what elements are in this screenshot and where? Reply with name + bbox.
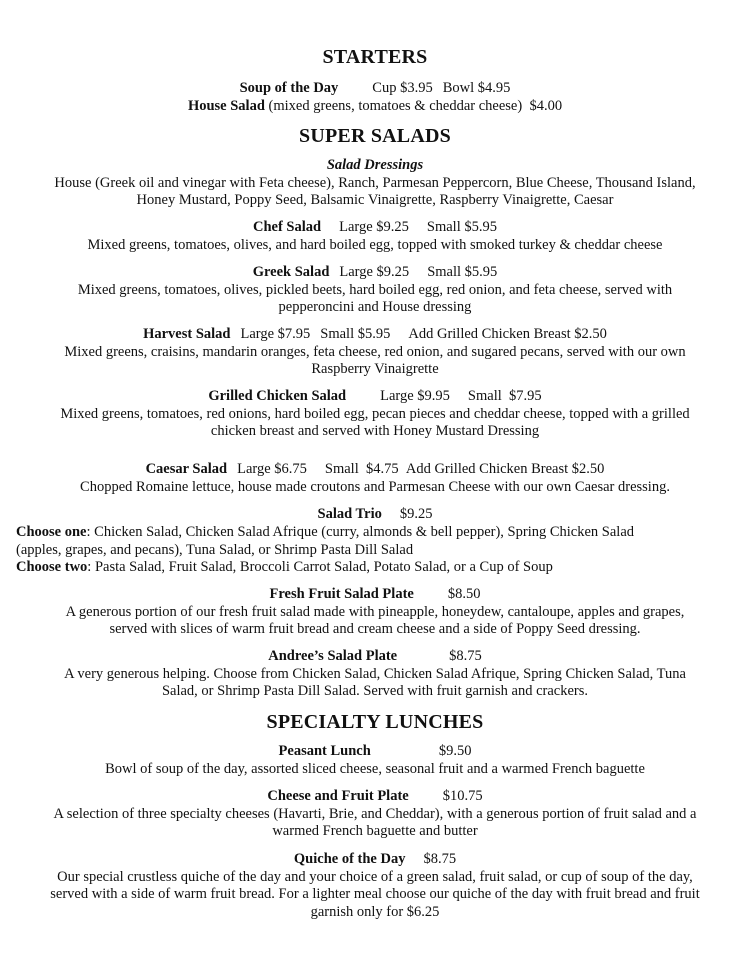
item-description: Mixed greens, craisins, mandarin oranges, feta cheese, red onion, and sugared pecans, served with our own <box>64 343 686 360</box>
soup-of-the-day-item <box>0 80 750 98</box>
item-description: Our special crustless quiche of the day and your choice of a green salad, fruit salad, or cup of soup of the day, <box>57 868 693 885</box>
choose-one-line: (apples, grapes, and pecans), Tuna Salad, or Shrimp Pasta Dill Salad <box>16 541 414 558</box>
item-description: garnish only for $6.25 <box>310 903 440 920</box>
item-price: Large $9.25 <box>339 264 410 280</box>
section-title-super-salads: SUPER SALADS <box>299 125 451 147</box>
item-price: Small $5.95 <box>320 326 391 342</box>
item-description: A very generous helping. Choose from Chicken Salad, Chicken Salad Afrique, Spring Chicken Salad, Tuna <box>64 665 686 682</box>
item-name: Greek Salad <box>252 264 330 280</box>
item-price: Large $6.75 <box>237 461 307 477</box>
item-price-label: Small <box>467 388 502 404</box>
item-price: Small $5.95 <box>427 264 498 280</box>
item-description: served with a side of warm fruit bread. For a lighter meal choose our quiche of the day with fruit bread and fruit <box>50 886 700 902</box>
item-description: pepperoncini and House dressing <box>278 299 472 315</box>
item-price: $9.50 <box>438 743 472 759</box>
item-description: warmed French baguette and butter <box>272 823 478 839</box>
item-price: $8.75 <box>423 851 457 867</box>
item-price-label: Small <box>324 461 359 477</box>
section-title-specialty-lunches: SPECIALTY LUNCHES <box>266 711 484 733</box>
dressings-title: Salad Dressings <box>326 157 424 173</box>
item-price: $9.25 <box>399 506 433 522</box>
item-description: Mixed greens, tomatoes, olives, pickled beets, hard boiled egg, red onion, and feta cheese, served with <box>77 281 673 298</box>
item-price: Large $7.95 <box>240 326 311 342</box>
item-description: Raspberry Vinaigrette <box>311 361 439 377</box>
item-description: (mixed greens, tomatoes & cheddar cheese) <box>268 97 523 114</box>
item-name: Salad Trio <box>317 506 382 522</box>
section-title-starters: STARTERS <box>322 46 428 68</box>
cheese-and-fruit-plate-item <box>0 788 750 841</box>
item-addon: Add Grilled Chicken Breast $2.50 <box>405 461 605 477</box>
house-salad-item <box>0 98 750 116</box>
item-price: $8.75 <box>449 648 482 664</box>
item-description: served with slices of warm fruit bread and cream cheese and a side of Poppy Seed dressing. <box>109 621 641 637</box>
choose-two-label: Choose two <box>16 559 88 575</box>
greek-salad-item <box>0 264 750 317</box>
item-description: Salad, or Shrimp Pasta Dill Salad. Served with fruit garnish and crackers. <box>161 683 589 699</box>
salad-trio-heading <box>0 506 750 524</box>
choose-two-line: Choose two: Pasta Salad, Fruit Salad, Broccoli Carrot Salad, Potato Salad, or a Cup of Soup <box>16 559 553 575</box>
choose-one-line: Choose one: Chicken Salad, Chicken Salad Afrique (curry, almonds & bell pepper), Spring Chicken Salad <box>16 524 635 540</box>
item-price: $4.75 <box>365 461 399 477</box>
item-price: $7.95 <box>509 388 542 404</box>
item-price: $4.00 <box>529 97 563 114</box>
item-name: House Salad <box>187 97 265 114</box>
specialty-lunches-section <box>0 710 750 734</box>
item-name: Soup of the Day <box>239 80 339 96</box>
item-price: Large $9.25 <box>339 219 409 235</box>
starters-items <box>0 80 750 115</box>
item-name: Peasant Lunch <box>278 743 371 759</box>
item-price: Cup $3.95 <box>372 80 433 96</box>
item-description: Mixed greens, tomatoes, olives, and hard boiled egg, topped with smoked turkey & cheddar cheese <box>87 236 663 253</box>
item-name: Quiche of the Day <box>293 851 406 867</box>
item-addon: Add Grilled Chicken Breast $2.50 <box>408 326 607 342</box>
item-name: Harvest Salad <box>143 326 231 342</box>
item-price: $8.50 <box>447 586 481 602</box>
item-description: Bowl of soup of the day, assorted sliced cheese, seasonal fruit and a warmed French baguette <box>105 760 645 777</box>
chef-salad-item <box>0 219 750 254</box>
item-name: Andree’s Salad Plate <box>268 648 398 664</box>
salad-dressings <box>0 157 750 210</box>
grilled-chicken-salad-item <box>0 388 750 441</box>
item-price: Small $5.95 <box>426 219 497 235</box>
choose-one-label: Choose one <box>16 524 87 540</box>
super-salads-section <box>0 124 750 148</box>
item-price: Bowl $4.95 <box>442 80 511 96</box>
item-description: Mixed greens, tomatoes, red onions, hard boiled egg, pecan pieces and cheddar cheese, topped with a grilled <box>60 405 690 422</box>
dressings-list: House (Greek oil and vinegar with Feta cheese), Ranch, Parmesan Peppercorn, Blue Cheese, Thousand Island, <box>54 174 696 191</box>
item-name: Grilled Chicken Salad <box>208 388 347 404</box>
item-name: Caesar Salad <box>145 461 228 477</box>
andrees-salad-plate-item <box>0 648 750 701</box>
harvest-salad-item <box>0 326 750 379</box>
caesar-salad-item <box>0 461 750 496</box>
item-name: Cheese and Fruit Plate <box>267 788 409 804</box>
item-description: chicken breast and served with Honey Mustard Dressing <box>210 423 540 439</box>
item-price: Large $9.95 <box>380 388 450 404</box>
item-name: Chef Salad <box>253 219 322 235</box>
quiche-of-the-day-item <box>0 851 750 921</box>
item-price: $10.75 <box>442 788 483 804</box>
dressings-list: Honey Mustard, Poppy Seed, Balsamic Vinaigrette, Raspberry Vinaigrette, Caesar <box>136 192 614 208</box>
salad-trio-options <box>16 524 736 577</box>
fresh-fruit-salad-plate-item <box>0 586 750 639</box>
peasant-lunch-item <box>0 743 750 778</box>
item-description: A selection of three specialty cheeses (Havarti, Brie, and Cheddar), with a generous portion of fruit salad and a <box>53 805 697 822</box>
item-description: Chopped Romaine lettuce, house made croutons and Parmesan Cheese with our own Caesar dressing. <box>80 478 670 495</box>
starters-section <box>0 45 750 69</box>
item-name: Fresh Fruit Salad Plate <box>269 586 414 602</box>
item-description: A generous portion of our fresh fruit salad made with pineapple, honeydew, cantaloupe, apples and grapes, <box>65 603 685 620</box>
